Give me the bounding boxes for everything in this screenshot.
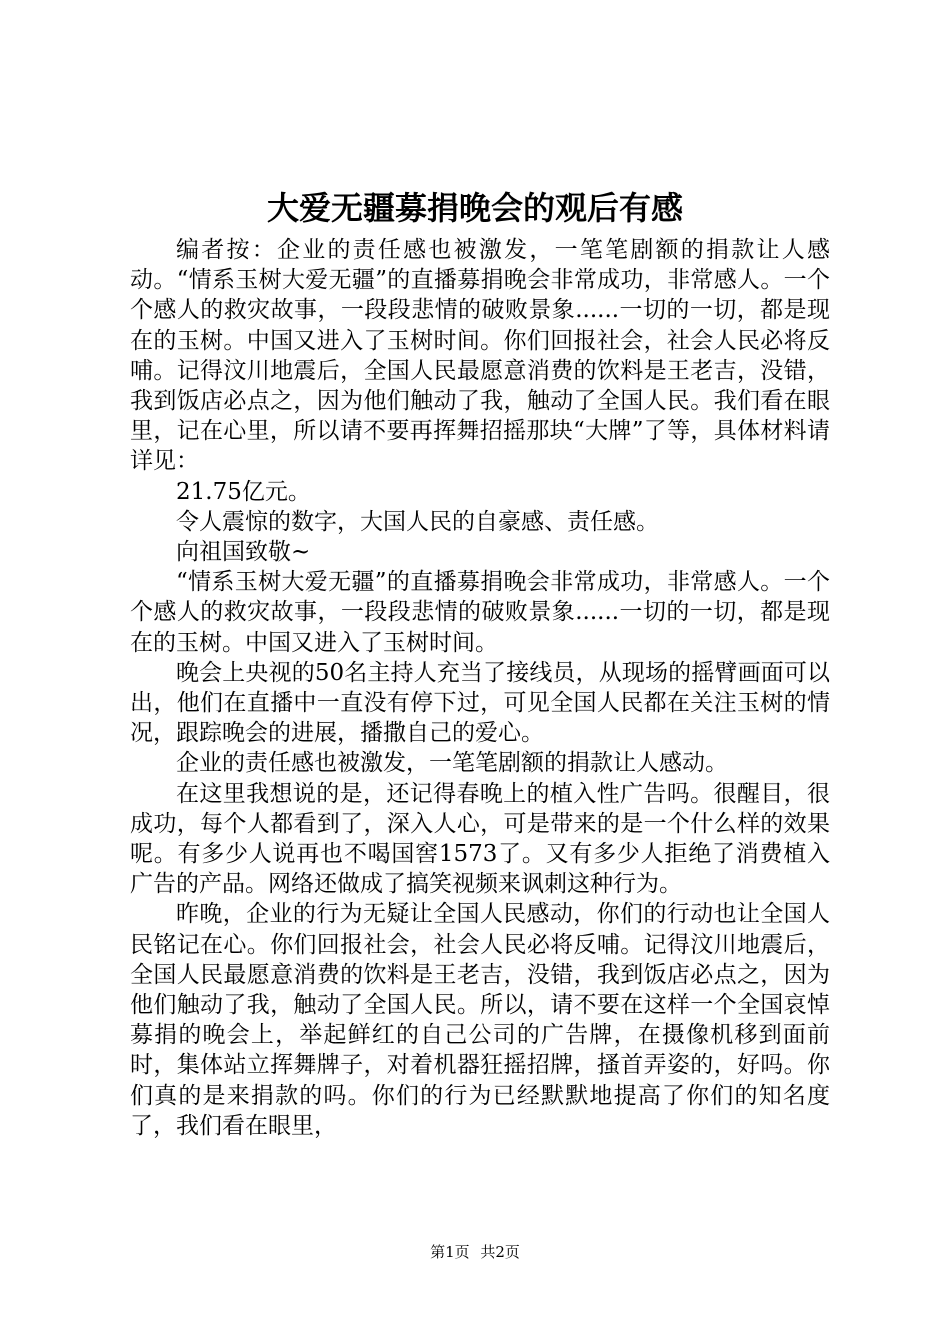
document-title: 大爱无疆募捐晚会的观后有感 [266, 189, 683, 227]
paragraph-hosts: 晚会上央视的50名主持人充当了接线员，从现场的摇臂画面可以出，他们在直播中一直没有停下过，可见全国人民都在关注玉树的情况，跟踪晚会的进展，播撒自己的爱心。 [130, 659, 830, 747]
paragraph-ads: 在这里我想说的是，还记得春晚上的植入性广告吗。很醒目，很成功，每个人都看到了，深入人心，可是带来的是一个什么样的效果呢。有多少人说再也不喝国窖1573了。又有多少人拒绝了消费植入广告的产品。网络还做成了搞笑视频来讽刺这种行为。 [130, 780, 830, 898]
document-body [130, 235, 830, 1141]
paragraph-gala-success: “情系玉树大爱无疆”的直播募捐晚会非常成功，非常感人。一个个感人的救灾故事，一段段悲情的破败景象......一切的一切，都是现在的玉树。中国又进入了玉树时间。 [130, 569, 830, 656]
paragraph-amount: 21.75亿元。 [176, 478, 311, 505]
paragraph-pride: 令人震惊的数字，大国人民的自豪感、责任感。 [176, 508, 659, 535]
paragraph-editor-note: 编者按：企业的责任感也被激发，一笔笔剧额的捐款让人感动。“情系玉树大爱无疆”的直播募捐晚会非常成功，非常感人。一个个感人的救灾故事，一段段悲情的破败景象......一切的一切，都是现在的玉树。中国又进入了玉树时间。你们回报社会，社会人民必将反哺。记得汶川地震后，全国人民最愿意消费的饮料是王老吉，没错，我到饭店必点之，因为他们触动了我，触动了全国人民。我们看在眼里，记在心里，所以请不要再挥舞招摇那块“大牌”了等，具体材料请详见： [130, 237, 830, 475]
paragraph-last-night: 昨晚，企业的行为无疑让全国人民感动，你们的行动也让全国人民铭记在心。你们回报社会，社会人民必将反哺。记得汶川地震后，全国人民最愿意消费的饮料是王老吉，没错，我到饭店必点之，因为他们触动了我，触动了全国人民。所以，请不要在这样一个全国哀悼募捐的晚会上，举起鲜红的自己公司的广告牌，在摄像机移到面前时，集体站立挥舞牌子，对着机器狂摇招牌，搔首弄姿的，好吗。你们真的是来捐款的吗。你们的行为已经默默地提高了你们的知名度了，我们看在眼里， [130, 901, 830, 1139]
page-footer [0, 1242, 950, 1262]
page-total: 共2页 [480, 1243, 520, 1261]
page-number: 第1页 [430, 1243, 470, 1261]
paragraph-salute: 向祖国致敬~ [176, 539, 311, 566]
paragraph-corporate: 企业的责任感也被激发，一笔笔剧额的捐款让人感动。 [176, 750, 728, 777]
